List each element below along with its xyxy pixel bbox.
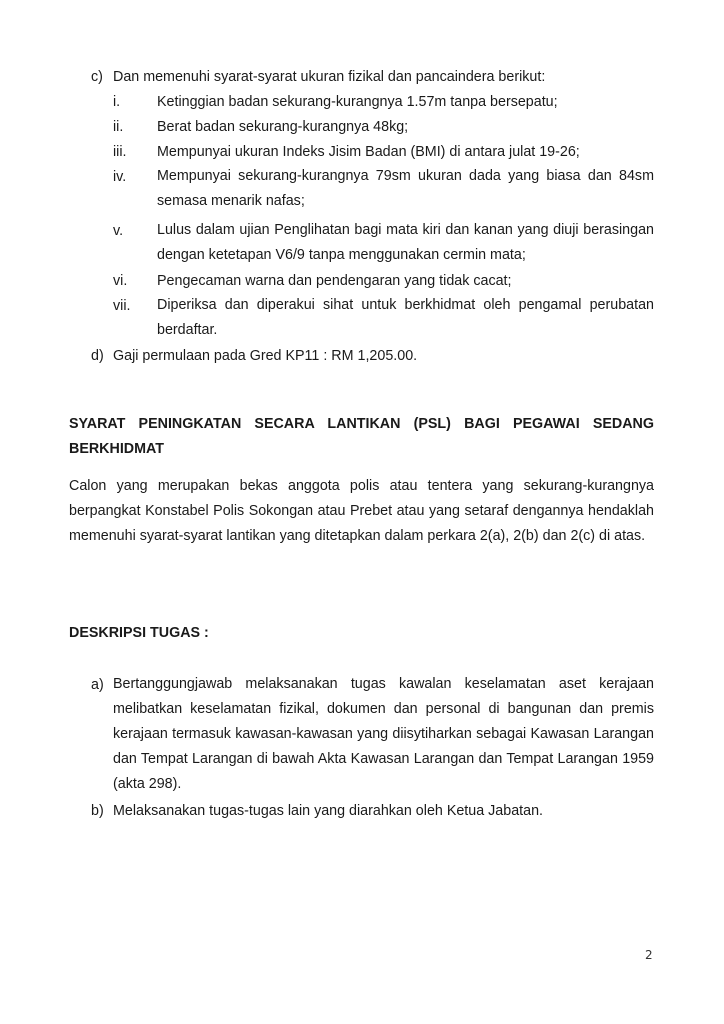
- requirement-medical: Diperiksa dan diperakui sihat untuk berkhidmat oleh pengamal perubatan berdaftar.: [157, 297, 654, 338]
- list-marker-d: d): [91, 348, 104, 364]
- page-number: 2: [645, 948, 653, 962]
- requirement-weight: Berat badan sekurang-kurangnya 48kg;: [157, 119, 409, 135]
- requirement-height: Ketinggian badan sekurang-kurangnya 1.57m tanpa bersepatu;: [157, 94, 558, 110]
- requirement-chest: Mempunyai sekurang-kurangnya 79sm ukuran dada yang biasa dan 84sm semasa menarik nafas;: [157, 168, 654, 209]
- roman-numeral-vi: vi.: [113, 273, 128, 289]
- roman-numeral-iv: iv.: [113, 169, 127, 185]
- psl-body: Calon yang merupakan bekas anggota polis atau tentera yang sekurang-kurangnya berpangkat Konstabel Polis Sokongan atau Prebet atau yang setaraf dengannya hendaklah memenuhi syarat-syarat lantikan yang ditetapkan dalam perkara 2(a), 2(b) dan 2(c) di atas.: [69, 478, 654, 544]
- requirement-vision: Lulus dalam ujian Penglihatan bagi mata kiri dan kanan yang diuji berasingan dengan ketetapan V6/9 tanpa menggunakan cermin mata;: [157, 222, 654, 263]
- tugas-item-b: Melaksanakan tugas-tugas lain yang diarahkan oleh Ketua Jabatan.: [113, 803, 543, 819]
- roman-numeral-i: i.: [113, 94, 121, 110]
- section-d-salary: Gaji permulaan pada Gred KP11 : RM 1,205.00.: [113, 348, 418, 364]
- roman-numeral-ii: ii.: [113, 119, 124, 135]
- list-marker-a: a): [91, 677, 104, 693]
- roman-numeral-vii: vii.: [113, 298, 131, 314]
- psl-heading: SYARAT PENINGKATAN SECARA LANTIKAN (PSL) BAGI PEGAWAI SEDANG BERKHIDMAT: [69, 416, 654, 457]
- roman-numeral-v: v.: [113, 223, 124, 239]
- list-marker-b: b): [91, 803, 104, 819]
- section-c-text: Dan memenuhi syarat-syarat ukuran fizikal dan pancaindera berikut:: [113, 69, 546, 85]
- requirement-color-hearing: Pengecaman warna dan pendengaran yang tidak cacat;: [157, 273, 512, 289]
- roman-numeral-iii: iii.: [113, 144, 127, 160]
- tugas-item-a: Bertanggungjawab melaksanakan tugas kawalan keselamatan aset kerajaan melibatkan keselamatan fizikal, dokumen dan personal di bangunan dan premis kerajaan termasuk kawasan-kawasan yang diisytiharkan sebagai Kawasan Larangan dan Tempat Larangan di bawah Akta Kawasan Larangan dan Tempat Larangan 1959 (akta 298).: [113, 676, 654, 792]
- requirement-bmi: Mempunyai ukuran Indeks Jisim Badan (BMI) di antara julat 19-26;: [157, 144, 580, 160]
- list-marker-c: c): [91, 69, 103, 85]
- tugas-heading: DESKRIPSI TUGAS :: [69, 625, 209, 641]
